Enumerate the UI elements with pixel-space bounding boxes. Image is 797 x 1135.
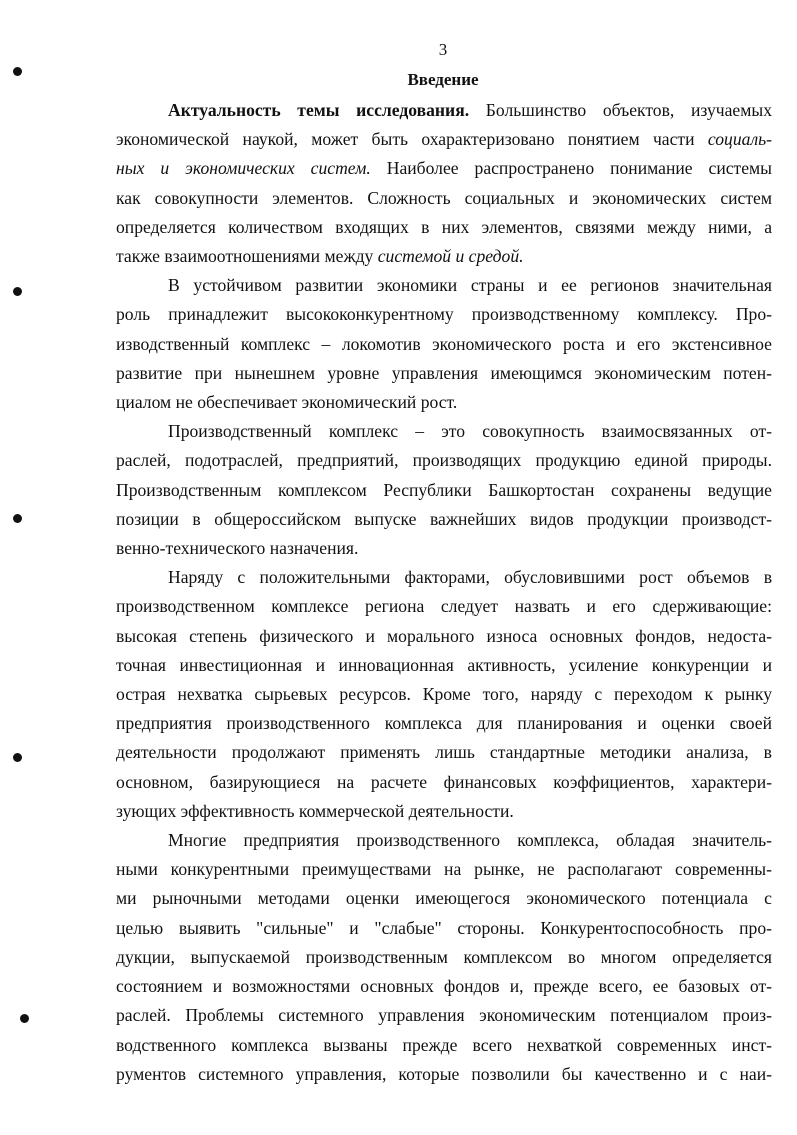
- text-line: экономической наукой, может быть охарактеризовано понятием части социаль-: [116, 129, 772, 150]
- section-heading: Введение: [407, 70, 479, 89]
- text-line: рументов системного управления, которые позволили бы качественно и с наи-: [116, 1063, 772, 1084]
- text-line: водственного комплекса вызваны прежде всего нехваткой современных инст-: [116, 1034, 772, 1055]
- text-line: ными конкурентными преимуществами на рынке, не располагают современны-: [116, 859, 772, 880]
- text-line: производственном комплексе региона следует назвать и его сдерживающие:: [116, 596, 772, 617]
- text-line: Производственным комплексом Республики Башкортостан сохранены ведущие: [116, 479, 772, 500]
- text-line: предприятия производственного комплекса для планирования и оценки своей: [116, 713, 772, 734]
- text-line: раслей, подотраслей, предприятий, производящих продукцию единой природы.: [116, 450, 772, 471]
- text-line: Актуальность темы исследования. Большинство объектов, изучаемых: [168, 100, 772, 120]
- binding-hole-mark: [13, 753, 22, 762]
- text-line: изводственный комплекс – локомотив экономического роста и его экстенсивное: [116, 333, 772, 354]
- text-line: основном, базирующиеся на расчете финансовых коэффициентов, характери-: [116, 771, 772, 792]
- text-line: ных и экономических систем. Наиболее распространено понимание системы: [116, 158, 773, 179]
- text-line: венно-технического назначения.: [116, 538, 359, 559]
- binding-hole-mark: [13, 514, 22, 523]
- text-line: развитие при нынешнем уровне управления имеющимся экономическим потен-: [116, 362, 772, 383]
- text-line: состоянием и возможностями основных фондов и, прежде всего, ее базовых от-: [116, 976, 772, 997]
- paragraph-3: [116, 417, 772, 563]
- text-line: Многие предприятия производственного комплекса, обладая значитель-: [168, 830, 772, 851]
- text-line: циалом не обеспечивает экономический рост.: [116, 392, 458, 413]
- text-line: как совокупности элементов. Сложность социальных и экономических систем: [116, 187, 772, 208]
- text-line: Производственный комплекс – это совокупность взаимосвязанных от-: [168, 421, 772, 442]
- text-line: раслей. Проблемы системного управления экономическим потенциалом произ-: [116, 1005, 772, 1026]
- text-line: также взаимоотношениями между системой и средой.: [116, 246, 524, 267]
- text-line: зующих эффективность коммерческой деятельности.: [116, 800, 514, 821]
- body-text: [116, 96, 772, 1089]
- binding-hole-mark: [20, 1014, 29, 1023]
- text-line: целью выявить "сильные" и "слабые" стороны. Конкурентоспособность про-: [116, 917, 772, 938]
- text-line: точная инвестиционная и инновационная активность, усиление конкуренции и: [116, 654, 772, 675]
- text-line: определяется количеством входящих в них элементов, связями между ними, а: [116, 216, 772, 237]
- lead-phrase: Актуальность темы исследования.: [168, 100, 470, 120]
- text-line: Наряду с положительными факторами, обусловившими рост объемов в: [168, 567, 772, 588]
- text-line: ми рыночными методами оценки имеющегося экономического потенциала с: [116, 888, 772, 909]
- paragraph-4: [116, 563, 772, 826]
- text-line: высокая степень физического и морального износа основных фондов, недоста-: [116, 625, 772, 646]
- text-line: позиции в общероссийском выпуске важнейших видов продукции производст-: [116, 508, 772, 529]
- page-number: 3: [438, 40, 448, 59]
- paragraph-5: [116, 826, 772, 1089]
- text-line: В устойчивом развитии экономики страны и ее регионов значительная: [168, 275, 772, 296]
- paragraph-1: [116, 96, 772, 271]
- text-line: острая нехватка сырьевых ресурсов. Кроме того, наряду с переходом к рынку: [116, 684, 772, 705]
- text-line: роль принадлежит высококонкурентному производственному комплексу. Про-: [116, 304, 772, 325]
- binding-hole-mark: [13, 287, 22, 296]
- text-line: деятельности продолжают применять лишь стандартные методики анализа, в: [116, 742, 772, 763]
- text-line: дукции, выпускаемой производственным комплексом во многом определяется: [116, 946, 772, 967]
- paragraph-2: [116, 271, 772, 417]
